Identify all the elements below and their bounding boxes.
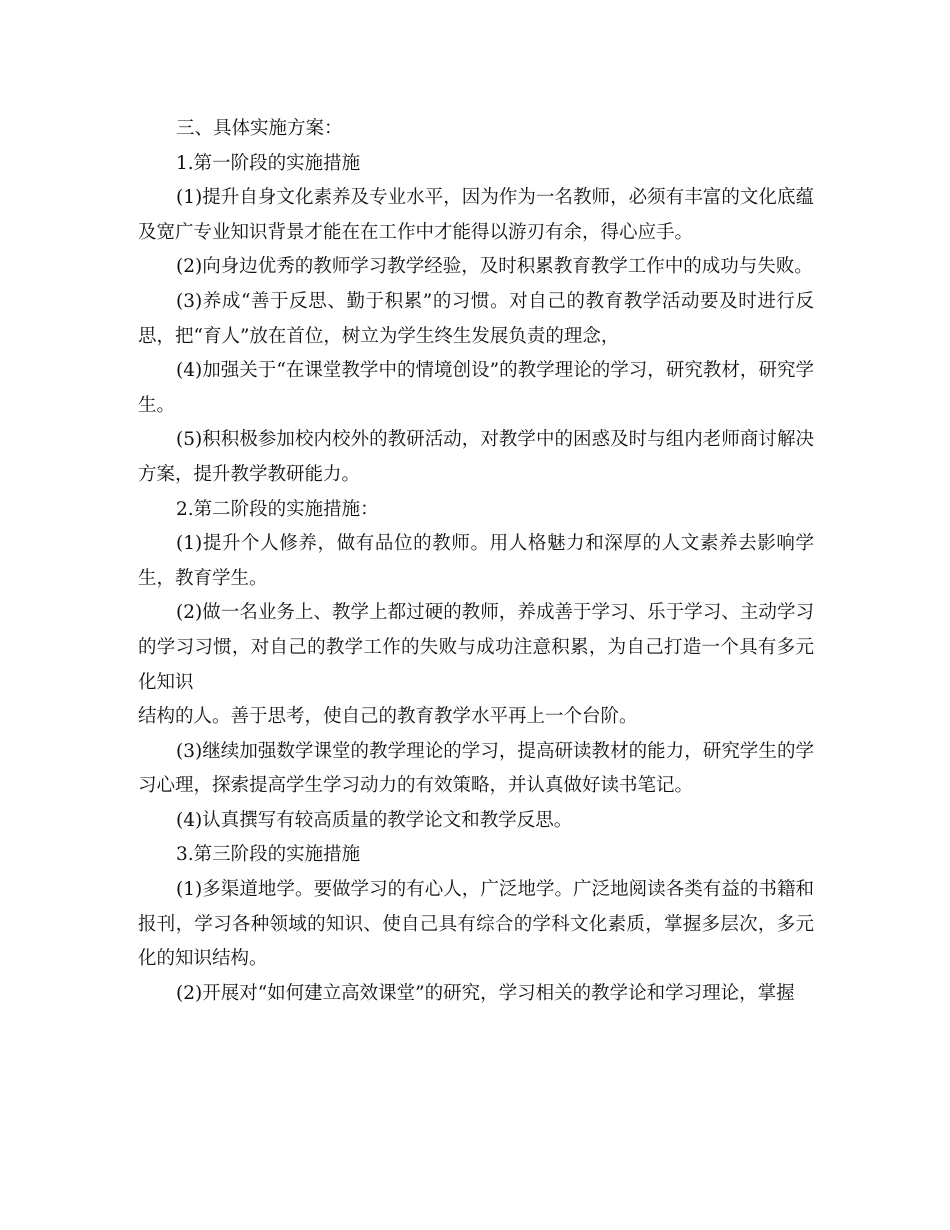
paragraph: (3)养成“善于反思、勤于积累”的习惯。对自己的教育教学活动要及时进行反思，把“育人”放在首位，树立为学生终生发展负责的理念， [138, 290, 814, 347]
paragraph: (4)加强关于“在课堂教学中的情境创设”的教学理论的学习，研究教材，研究学生。 [138, 360, 814, 416]
stage-heading-1: 1.第一阶段的实施措施 [176, 152, 361, 174]
section-heading: 三、具体实施方案： [176, 118, 343, 139]
stage-heading-3: 3.第三阶段的实施措施 [176, 844, 361, 866]
paragraph: (1)提升个人修养，做有品位的教师。用人格魅力和深厚的人文素养去影响学生，教育学生。 [138, 533, 814, 589]
paragraph: (4)认真撰写有较高质量的教学论文和教学反思。 [176, 809, 573, 831]
paragraph: (1)提升自身文化素养及专业水平，因为作为一名教师，必须有丰富的文化底蕴及宽广专业知识背景才能在在工作中才能得以游刃有余，得心应手。 [138, 187, 814, 243]
paragraph: (3)继续加强数学课堂的教学理论的学习，提高研读教材的能力，研究学生的学习心理，探索提高学生学习动力的有效策略，并认真做好读书笔记。 [138, 740, 814, 797]
document-body [138, 112, 814, 1011]
paragraph: (2)开展对“如何建立高效课堂”的研究，学习相关的教学论和学习理论，掌握 [176, 982, 795, 1004]
paragraph: (2)向身边优秀的教师学习教学经验，及时积累教育教学工作中的成功与失败。 [176, 256, 813, 278]
paragraph: (1)多渠道地学。要做学习的有心人，广泛地学。广泛地阅读各类有益的书籍和报刊，学习各种领域的知识、使自己具有综合的学科文化素质，掌握多层次，多元化的知识结构。 [138, 879, 814, 970]
paragraph-continuation: 结构的人。善于思考，使自己的教育教学水平再上一个台阶。 [138, 706, 638, 728]
paragraph: (2)做一名业务上、教学上都过硬的教师，养成善于学习、乐于学习、主动学习的学习习惯，对自己的教学工作的失败与成功注意积累，为自己打造一个具有多元化知识 [138, 602, 814, 693]
paragraph: (5)积积极参加校内校外的教研活动，对教学中的困惑及时与组内老师商讨解决方案，提升教学教研能力。 [138, 429, 814, 485]
stage-heading-2: 2.第二阶段的实施措施： [176, 498, 379, 520]
